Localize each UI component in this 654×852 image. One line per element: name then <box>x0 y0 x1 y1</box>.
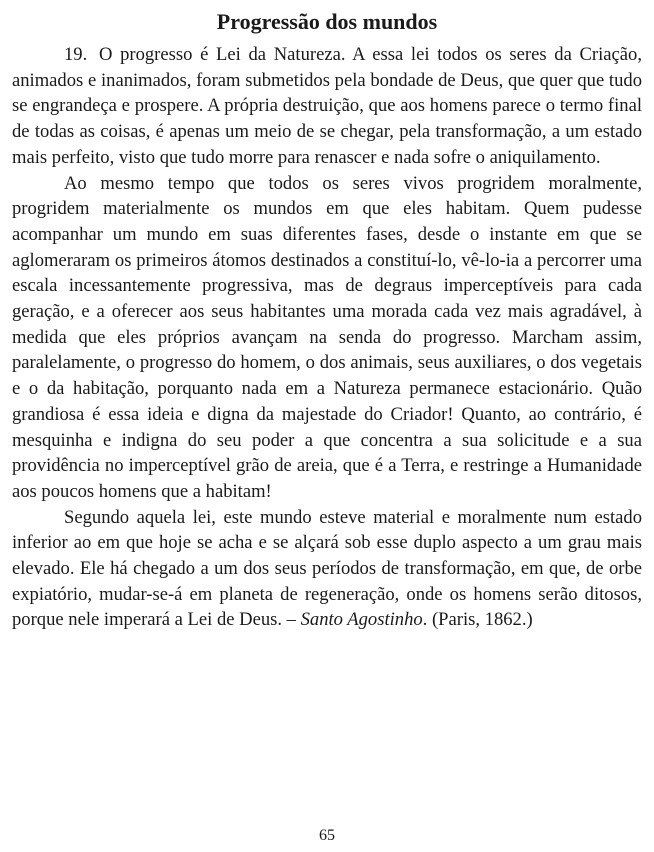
page-title: Progressão dos mundos <box>216 9 438 34</box>
body-text <box>12 42 642 633</box>
paragraph-number: 19. <box>64 44 88 65</box>
paragraph-1-text: O progresso é Lei da Natureza. A essa lei todos os seres da Criação, animados e inanimados, foram submetidos pela bondade de Deus, que quer que tudo se engrandeça e prospere. A própria destruição, que aos homens parece o termo final de todas as coisas, é apenas um meio de se chegar, pela transformação, a um estado mais perfeito, visto que tudo morre para renascer e nada sofre o aniquilamento. <box>12 44 642 168</box>
author-attribution: . (Paris, 1862.) <box>422 609 533 631</box>
paragraph-2-text: Ao mesmo tempo que todos os seres vivos progridem moralmente, progridem materialmente os mundos em que eles habitam. Quem pudesse acompanhar um mundo em suas diferentes fases, desde o instante em que se aglomeraram os primeiros átomos destinados a constituí-lo, vê-lo-ia a percorrer uma escala incessantemente progressiva, mas de degraus imperceptíveis para cada geração, e a oferecer aos seus habitantes uma morada cada vez mais agradável, à medida que eles próprios avançam na senda do progresso. Marcham assim, paralelamente, o progresso do homem, o dos animais, seus auxiliares, o dos vegetais e o da habitação, porquanto nada em a Natureza permanece estacionário. Quão grandiosa é essa ideia e digna da majestade do Criador! Quanto, ao contrário, é mesquinha e indigna do seu poder a que concentra a sua solicitude e a sua providência no imperceptível grão de areia, que é a Terra, e restringe a Humanidade aos poucos homens que a habitam! <box>12 172 642 502</box>
paragraph-2 <box>12 171 642 505</box>
author-name: Santo Agostinho <box>300 609 423 631</box>
page-number: 65 <box>319 827 335 844</box>
paragraph-3 <box>12 505 642 634</box>
paragraph-3-text: Segundo aquela lei, este mundo esteve material e moralmente num estado inferior ao em que hoje se acha e se alçará sob esse duplo aspecto a um grau mais elevado. Ele há chegado a um dos seus períodos de transformação, em que, de orbe expiatório, mudar-se-á em planeta de regeneração, onde os homens serão ditosos, porque nele imperará a Lei de Deus. – <box>12 506 642 631</box>
paragraph-1 <box>12 42 642 171</box>
